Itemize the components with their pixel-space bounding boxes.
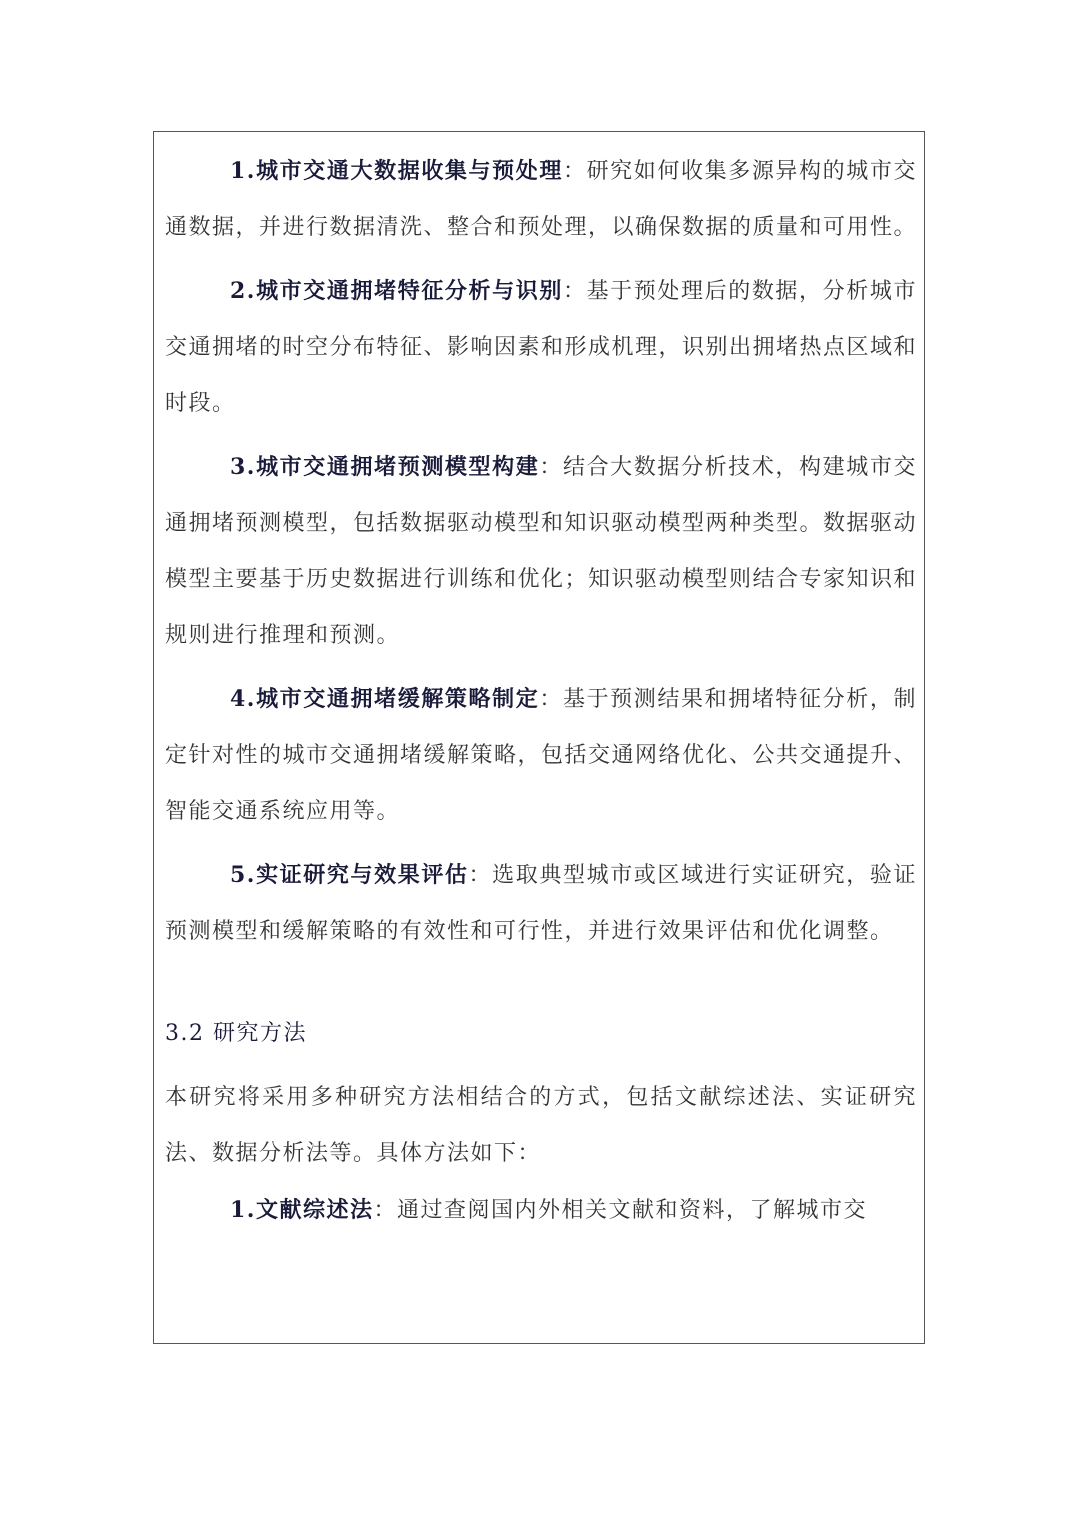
research-item-1 — [165, 143, 917, 256]
research-item-1-body: 研究如何收集多源异构的城市交通数据，并进行数据清洗、整合和预处理，以确保数据的质量和可用性。 — [165, 159, 918, 240]
research-item-1-number: 1. — [230, 158, 256, 184]
research-item-5-label: 实证研究与效果评估 — [255, 862, 469, 888]
research-item-2-label: 城市交通拥堵特征分析与识别 — [255, 278, 563, 304]
method-item-1 — [165, 1182, 917, 1239]
method-item-1-label: 文献综述法 — [255, 1197, 374, 1223]
research-item-4-colon: ： — [539, 687, 563, 712]
document-frame — [153, 131, 925, 1344]
document-content — [165, 143, 917, 1239]
method-item-1-colon: ： — [373, 1198, 397, 1223]
research-item-4-body: 基于预测结果和拥堵特征分析，制定针对性的城市交通拥堵缓解策略，包括交通网络优化、公共交通提升、智能交通系统应用等。 — [165, 687, 918, 824]
section-intro: 本研究将采用多种研究方法相结合的方式，包括文献综述法、实证研究法、数据分析法等。具体方法如下： — [165, 1085, 917, 1166]
research-item-3 — [165, 439, 917, 664]
research-item-3-colon: ： — [539, 455, 563, 480]
research-item-2-number: 2. — [230, 278, 256, 304]
research-item-4-number: 4. — [230, 686, 256, 712]
research-item-5-number: 5. — [230, 862, 256, 888]
research-item-1-label: 城市交通大数据收集与预处理 — [255, 158, 563, 184]
method-item-1-body: 通过查阅国内外相关文献和资料，了解城市交 — [397, 1198, 868, 1223]
research-item-2-body: 基于预处理后的数据，分析城市交通拥堵的时空分布特征、影响因素和形成机理，识别出拥堵热点区域和时段。 — [165, 279, 918, 416]
research-item-3-body: 结合大数据分析技术，构建城市交通拥堵预测模型，包括数据驱动模型和知识驱动模型两种类型。数据驱动模型主要基于历史数据进行训练和优化；知识驱动模型则结合专家知识和规则进行推理和预测。 — [165, 455, 918, 648]
research-item-3-number: 3. — [230, 454, 256, 480]
research-item-4-label: 城市交通拥堵缓解策略制定 — [255, 686, 540, 712]
method-item-1-number: 1. — [230, 1197, 256, 1223]
research-item-5 — [165, 847, 917, 960]
research-item-2 — [165, 263, 917, 432]
research-item-3-label: 城市交通拥堵预测模型构建 — [255, 454, 540, 480]
research-item-1-colon: ： — [562, 159, 587, 184]
section-heading: 3.2 研究方法 — [165, 1021, 307, 1046]
research-item-5-body: 选取典型城市或区域进行实证研究，验证预测模型和缓解策略的有效性和可行性，并进行效果评估和优化调整。 — [165, 863, 917, 944]
research-item-4 — [165, 671, 917, 840]
research-item-5-colon: ： — [468, 863, 493, 888]
research-item-2-colon: ： — [562, 279, 587, 304]
